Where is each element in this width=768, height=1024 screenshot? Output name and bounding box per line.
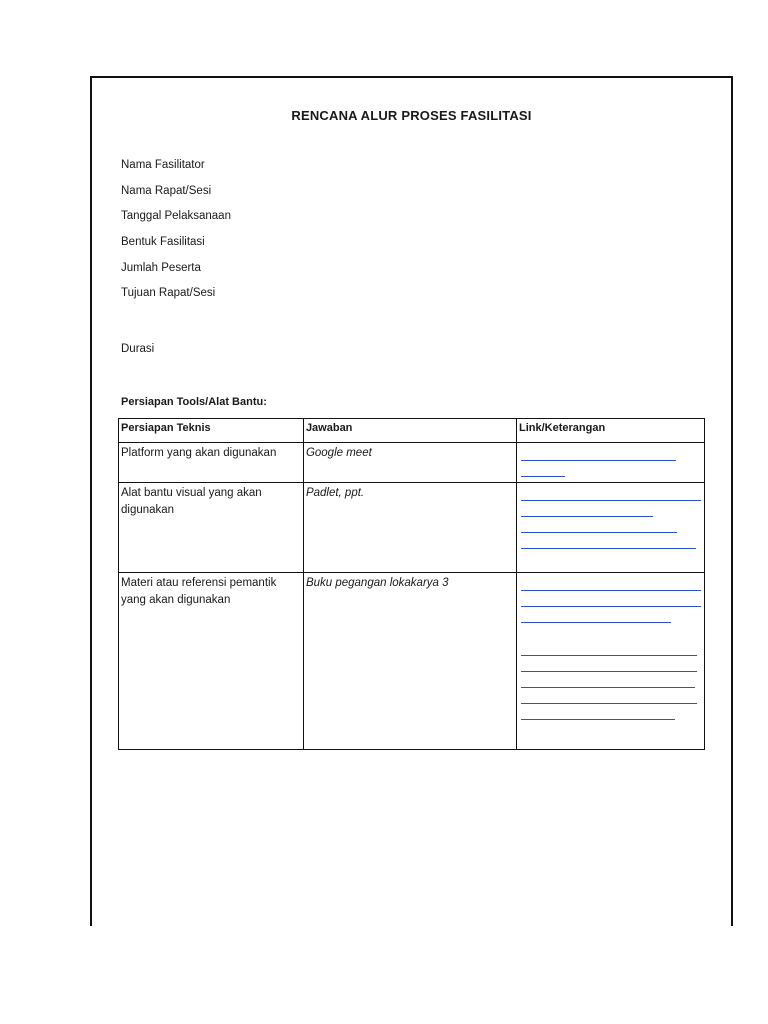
link[interactable] bbox=[521, 606, 701, 607]
link[interactable] bbox=[521, 548, 696, 549]
field-jumlah-peserta: Jumlah Peserta bbox=[121, 262, 201, 274]
field-tanggal: Tanggal Pelaksanaan bbox=[121, 210, 231, 222]
table-row bbox=[119, 443, 705, 483]
field-tujuan: Tujuan Rapat/Sesi bbox=[121, 287, 216, 299]
document-title: RENCANA ALUR PROSES FASILITASI bbox=[291, 108, 532, 123]
field-durasi: Durasi bbox=[121, 343, 155, 355]
link[interactable] bbox=[521, 671, 697, 672]
row-item: Platform yang akan digunakan bbox=[119, 443, 304, 483]
row-item: Materi atau referensi pemantik yang akan digunakan bbox=[119, 573, 304, 750]
link[interactable] bbox=[521, 500, 701, 501]
link[interactable] bbox=[521, 687, 695, 688]
row-links bbox=[517, 443, 705, 483]
field-nama-fasilitator: Nama Fasilitator bbox=[121, 159, 205, 171]
header-jawaban: Jawaban bbox=[303, 419, 516, 443]
field-nama-rapat: Nama Rapat/Sesi bbox=[121, 185, 212, 197]
link[interactable] bbox=[521, 590, 701, 591]
link[interactable] bbox=[521, 516, 653, 517]
row-links bbox=[517, 573, 705, 750]
table-row bbox=[119, 483, 705, 573]
field-bentuk: Bentuk Fasilitasi bbox=[121, 236, 205, 248]
link[interactable] bbox=[521, 703, 697, 704]
row-item: Alat bantu visual yang akan digunakan bbox=[119, 483, 304, 573]
table-header-row bbox=[119, 419, 705, 443]
row-links bbox=[517, 483, 705, 573]
section-heading-tools: Persiapan Tools/Alat Bantu: bbox=[121, 396, 267, 408]
row-answer: Google meet bbox=[303, 443, 516, 483]
link[interactable] bbox=[521, 460, 676, 461]
link[interactable] bbox=[521, 532, 677, 533]
row-answer: Buku pegangan lokakarya 3 bbox=[303, 573, 516, 750]
tools-table bbox=[118, 418, 705, 750]
link[interactable] bbox=[521, 476, 565, 477]
header-link-keterangan: Link/Keterangan bbox=[517, 419, 705, 443]
header-persiapan-teknis: Persiapan Teknis bbox=[119, 419, 304, 443]
table-row bbox=[119, 573, 705, 750]
link[interactable] bbox=[521, 719, 675, 720]
row-answer: Padlet, ppt. bbox=[303, 483, 516, 573]
link[interactable] bbox=[521, 655, 697, 656]
